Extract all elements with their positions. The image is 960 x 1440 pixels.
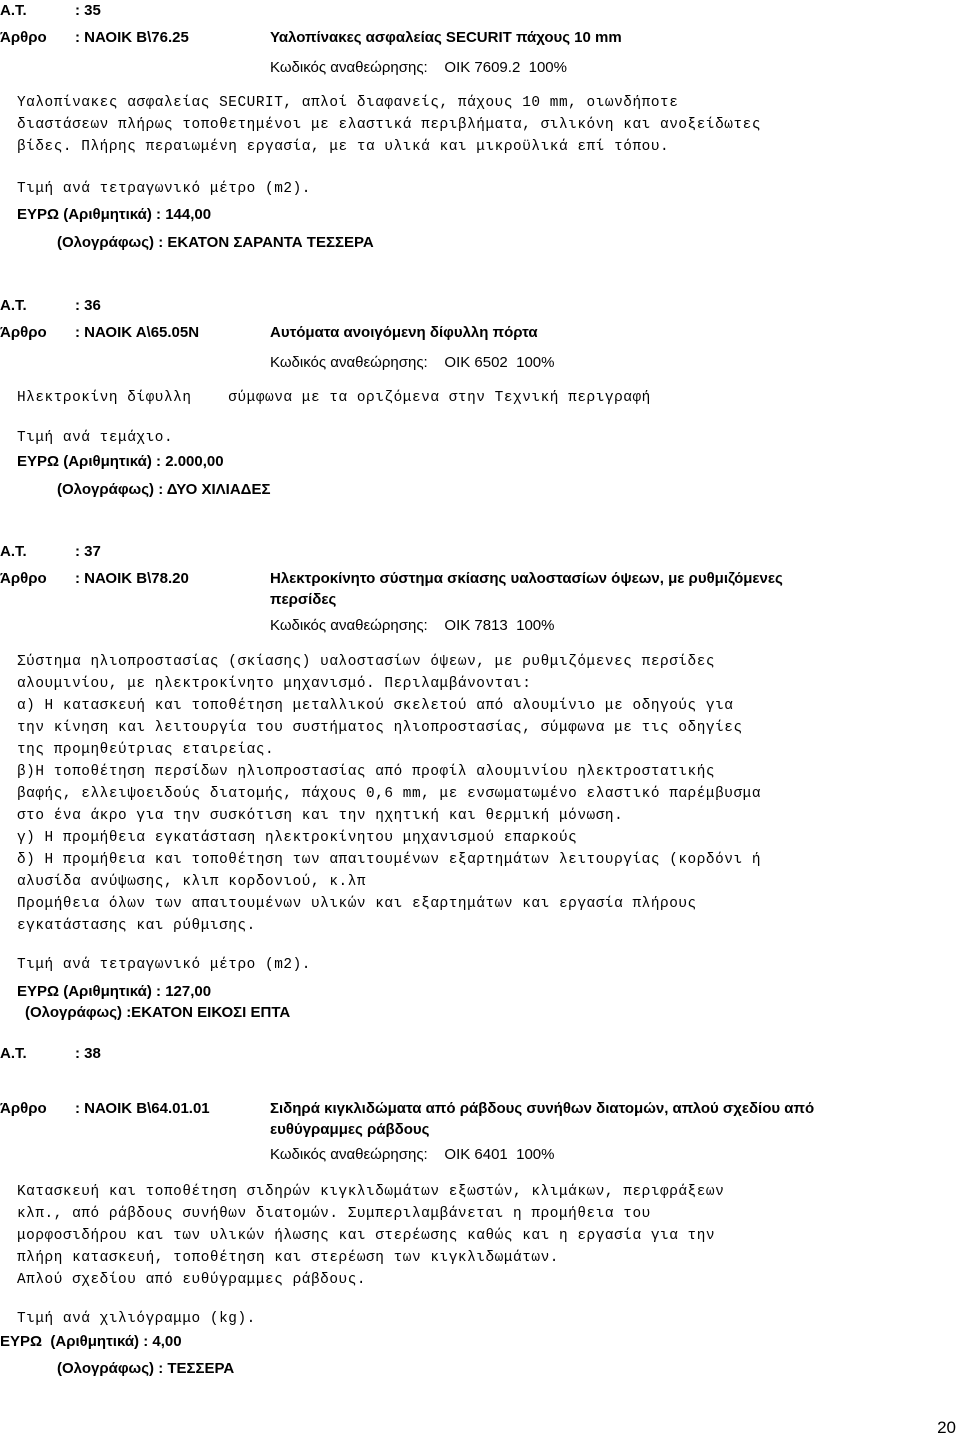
description-line: β)Η τοποθέτηση περσίδων ηλιοπροστασίας από προφίλ αλουμινίου ηλεκτροστατικής [17, 764, 716, 780]
unit-text: Τιμή ανά τεμάχιο. [17, 430, 174, 446]
revision-code: Κωδικός αναθεώρησης: ΟΙΚ 6401 100% [270, 1146, 555, 1163]
price-words: (Ολογράφως) : ΕΚΑΤΟΝ ΣΑΡΑΝΤΑ ΤΕΣΣΕΡΑ [57, 234, 374, 251]
unit-text: Τιμή ανά τετραγωνικό μέτρο (m2). [17, 957, 311, 973]
item-title: Ηλεκτροκίνητο σύστημα σκίασης υαλοστασίων όψεων, με ρυθμιζόμενες [270, 570, 783, 587]
article-label: Άρθρο [0, 1100, 47, 1117]
at-value: : 38 [75, 1045, 101, 1062]
description-line: δ) Η προμήθεια και τοποθέτηση των απαιτουμένων εξαρτημάτων λειτουργίας (κορδόνι ή [17, 852, 762, 868]
article-label: Άρθρο [0, 324, 47, 341]
description [17, 387, 651, 409]
description [17, 92, 761, 158]
description-line: βίδες. Πλήρης περαιωμένη εργασία, με τα υλικά και μικροϋλικά επί τόπου. [17, 139, 670, 155]
unit-text: Τιμή ανά τετραγωνικό μέτρο (m2). [17, 181, 311, 197]
item-title: Αυτόματα ανοιγόμενη δίφυλλη πόρτα [270, 324, 538, 341]
revision-code: Κωδικός αναθεώρησης: ΟΙΚ 6502 100% [270, 354, 555, 371]
item-title: περσίδες [270, 591, 337, 608]
at-label: Α.Τ. [0, 297, 27, 314]
description [17, 1181, 724, 1291]
unit-text: Τιμή ανά χιλιόγραμμο (kg). [17, 1311, 256, 1327]
description-line: α) Η κατασκευή και τοποθέτηση μεταλλικού σκελετού από αλουμίνιο με οδηγούς για [17, 698, 734, 714]
description-line: Απλού σχεδίου από ευθύγραμμες ράβδους. [17, 1272, 367, 1288]
article-code: : ΝΑΟΙΚ Β\76.25 [75, 29, 189, 46]
article-code: : ΝΑΟΙΚ Β\78.20 [75, 570, 189, 587]
description-line: γ) Η προμήθεια εγκατάσταση ηλεκτροκίνητου μηχανισμού επαρκούς [17, 830, 578, 846]
price-numeric: ΕΥΡΩ (Αριθμητικά) : 127,00 [17, 983, 212, 1000]
description-line: διαστάσεων πλήρως τοποθετημένοι με ελαστικά περιβλήματα, σιλικόνη και ανοξείδωτες [17, 117, 762, 133]
description-line: Κατασκευή και τοποθέτηση σιδηρών κιγκλιδωμάτων εξωστών, κλιμάκων, περιφράξεων [17, 1184, 725, 1200]
price-numeric: ΕΥΡΩ (Αριθμητικά) : 4,00 [0, 1333, 182, 1350]
description-line: μορφοσιδήρου και των υλικών ήλωσης και στερέωσης καθώς και η εργασία για την [17, 1228, 716, 1244]
article-label: Άρθρο [0, 570, 47, 587]
description-line: κλπ., από ράβδους συνήθων διατομών. Συμπεριλαμβάνεται η προμήθεια του [17, 1206, 651, 1222]
price-numeric: ΕΥΡΩ (Αριθμητικά) : 2.000,00 [17, 453, 224, 470]
at-value: : 36 [75, 297, 101, 314]
description-line: Ηλεκτροκίνη δίφυλλη σύμφωνα με τα οριζόμενα στην Τεχνική περιγραφή [17, 390, 651, 406]
revision-code: Κωδικός αναθεώρησης: ΟΙΚ 7813 100% [270, 617, 555, 634]
article-code: : ΝΑΟΙΚ Β\64.01.01 [75, 1100, 210, 1117]
price-words: (Ολογράφως) :ΕΚΑΤΟΝ ΕΙΚΟΣΙ ΕΠΤΑ [25, 1004, 291, 1021]
description-line: την κίνηση και λειτουργία του συστήματος ηλιοπροστασίας, σύμφωνα με τις οδηγίες [17, 720, 743, 736]
at-label: Α.Τ. [0, 1045, 27, 1062]
price-words: (Ολογράφως) : ΤΕΣΣΕΡΑ [57, 1360, 235, 1377]
description [17, 651, 761, 937]
article-code: : ΝΑΟΙΚ Α\65.05Ν [75, 324, 200, 341]
item-title: Υαλοπίνακες ασφαλείας SECURIT πάχους 10 mm [270, 29, 622, 46]
at-value: : 35 [75, 2, 101, 19]
revision-code: Κωδικός αναθεώρησης: ΟΙΚ 7609.2 100% [270, 59, 567, 76]
description-line: Σύστημα ηλιοπροστασίας (σκίασης) υαλοστασίων όψεων, με ρυθμιζόμενες περσίδες [17, 654, 716, 670]
at-label: Α.Τ. [0, 2, 27, 19]
description-line: Υαλοπίνακες ασφαλείας SECURIT, απλοί διαφανείς, πάχους 10 mm, οιωνδήποτε [17, 95, 679, 111]
price-words: (Ολογράφως) : ΔΥΟ ΧΙΛΙΑΔΕΣ [57, 481, 271, 498]
description-line: στο ένα άκρο για την συσκότιση και την ηχητική και θερμική μόνωση. [17, 808, 624, 824]
at-value: : 37 [75, 543, 101, 560]
description-line: Προμήθεια όλων των απαιτουμένων υλικών και εξαρτημάτων και εργασία πλήρους [17, 896, 697, 912]
at-label: Α.Τ. [0, 543, 27, 560]
description-line: εγκατάστασης και ρύθμισης. [17, 918, 256, 934]
description-line: της προμηθεύτριας εταιρείας. [17, 742, 275, 758]
item-title: ευθύγραμμες ράβδους [270, 1121, 430, 1138]
description-line: βαφής, ελλειψοειδούς διατομής, πάχους 0,6 mm, με ενσωματωμένο ελαστικό παρέμβυσμα [17, 786, 762, 802]
page-number: 20 [937, 1418, 956, 1437]
description-line: αλυσίδα ανύψωσης, κλιπ κορδονιού, κ.λπ [17, 874, 367, 890]
price-numeric: ΕΥΡΩ (Αριθμητικά) : 144,00 [17, 206, 212, 223]
description-line: αλουμινίου, με ηλεκτροκίνητο μηχανισμό. Περιλαμβάνονται: [17, 676, 532, 692]
item-title: Σιδηρά κιγκλιδώματα από ράβδους συνήθων διατομών, απλού σχεδίου από [270, 1100, 815, 1117]
description-line: πλήρη κατασκευή, τοποθέτηση και στερέωση των κιγκλιδωμάτων. [17, 1250, 559, 1266]
article-label: Άρθρο [0, 29, 47, 46]
